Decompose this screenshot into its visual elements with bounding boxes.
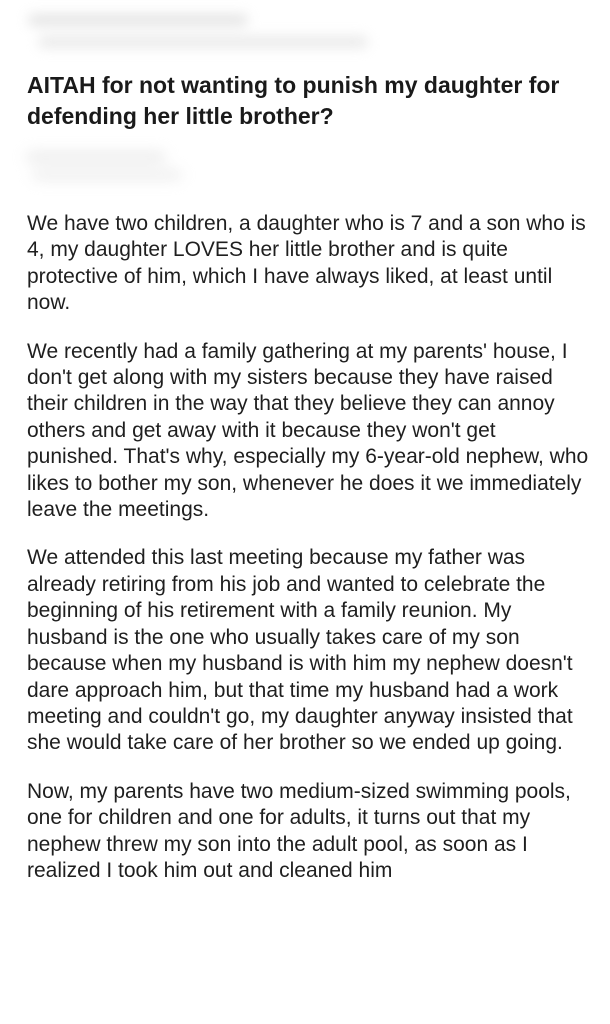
- blurred-header-line: [28, 14, 248, 26]
- blurred-header-line: [38, 36, 368, 48]
- post-paragraph: Now, my parents have two medium-sized swimming pools, one for children and one for adults, it turns out that my nephew threw my son into the adult pool, as soon as I realized I took him out and cleaned him: [27, 779, 571, 882]
- blurred-meta-line: [32, 170, 182, 180]
- post-body: [27, 211, 592, 906]
- post-paragraph: We recently had a family gathering at my parents' house, I don't get along with my sisters because they have raised their children in the way that they believe they can annoy others and get away with it because they won't get punished. That's why, especially my 6-year-old nephew, who likes to bother my son, whenever he does it we immediately leave the meetings.: [27, 339, 589, 522]
- post-paragraph: We attended this last meeting because my father was already retiring from his job and wanted to celebrate the beginning of his retirement with a family reunion. My husband is the one who usually takes care of my son because when my husband is with him my nephew doesn't dare approach him, but that time my husband had a work meeting and couldn't go, my daughter anyway insisted that she would take care of her brother so we ended up going.: [27, 546, 573, 755]
- post-title: AITAH for not wanting to punish my daughter for defending her little brother?: [27, 72, 560, 129]
- post-paragraph: We have two children, a daughter who is 7 and a son who is 4, my daughter LOVES her little brother and is quite protective of him, which I have always liked, at least until now.: [27, 212, 586, 315]
- blurred-post-meta: [26, 150, 206, 186]
- blurred-header: [28, 6, 388, 54]
- blurred-meta-line: [26, 152, 166, 162]
